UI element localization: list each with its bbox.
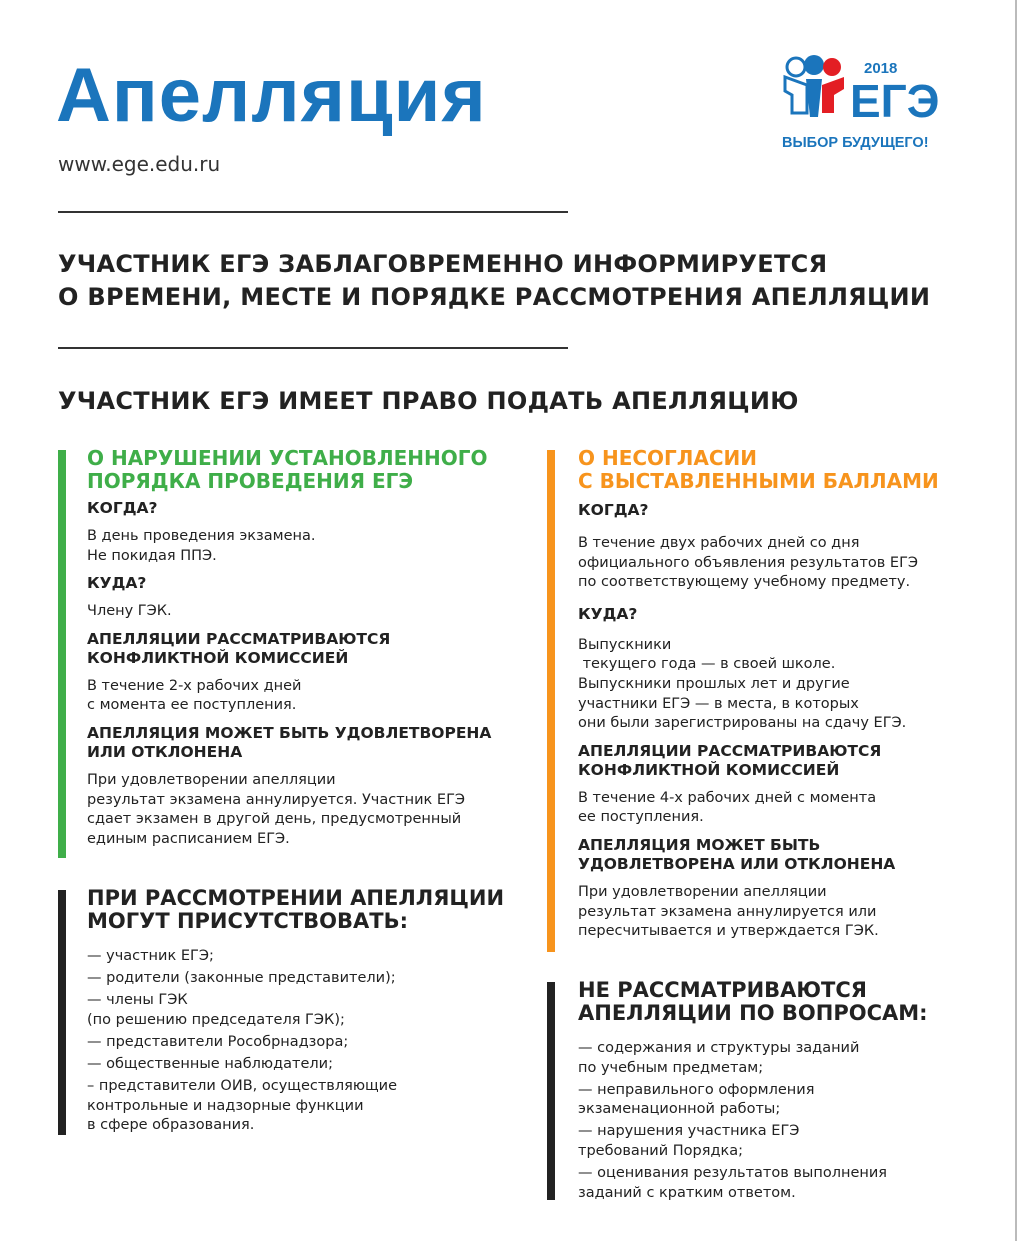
not-reviewed-list [578, 1039, 998, 1203]
logo-mark: ЕГЭ [850, 75, 940, 127]
list-item: — оценивания результатов выполнения заданий с кратким ответом. [578, 1165, 888, 1201]
title-line: С ВЫСТАВЛЕННЫМИ БАЛЛАМИ [578, 469, 939, 493]
list-item: — участник ЕГЭ; [87, 948, 214, 964]
review-text: В течение 2-х рабочих дней с момента ее поступления. [87, 677, 302, 714]
headline-line: О ВРЕМЕНИ, МЕСТЕ И ПОРЯДКЕ РАССМОТРЕНИЯ АПЕЛЛЯЦИИ [58, 283, 931, 311]
list-item: — нарушения участника ЕГЭ требований Порядка; [578, 1123, 800, 1159]
green-accent-bar [58, 450, 66, 858]
attendees-list [87, 947, 527, 1136]
page-title: Апелляция [56, 53, 487, 138]
where-text: Члену ГЭК. [87, 603, 172, 620]
list-item: — члены ГЭК (по решению председателя ГЭК); [87, 992, 345, 1028]
where-text: Выпускники текущего года — в своей школе. Выпускники прошлых лет и другие участники ЕГЭ — в места, в которых они были зарегистрированы на сдачу ЕГЭ. [578, 636, 907, 732]
not-reviewed-section [578, 979, 998, 1206]
section-title [578, 447, 998, 493]
list-item: — представители Рособрнадзора; [87, 1033, 349, 1050]
divider [58, 347, 568, 349]
where-heading: КУДА? [578, 604, 638, 623]
violation-appeal-section [87, 447, 527, 856]
section-heading: УЧАСТНИК ЕГЭ ИМЕЕТ ПРАВО ПОДАТЬ АПЕЛЛЯЦИЮ [58, 387, 799, 415]
website-link[interactable]: www.ege.edu.ru [58, 152, 221, 176]
result-text: При удовлетворении апелляции результат экзамена аннулируется или пересчитывается и утверждается ГЭК. [578, 883, 879, 940]
result-text: При удовлетворении апелляции результат экзамена аннулируется. Участник ЕГЭ сдает экзамен в другой день, предусмотренный единым расписанием ЕГЭ. [87, 771, 466, 847]
when-heading: КОГДА? [578, 501, 649, 519]
review-text: В течение 4-х рабочих дней с момента ее поступления. [578, 789, 877, 826]
review-heading: АПЕЛЛЯЦИИ РАССМАТРИВАЮТСЯ КОНФЛИКТНОЙ КОМИССИЕЙ [87, 629, 391, 667]
when-text: В течение двух рабочих дней со дня официального объявления результатов ЕГЭ по соответствующему учебному предмету. [578, 535, 919, 591]
ege-logo-icon [782, 55, 962, 155]
ege-logo [782, 55, 962, 155]
review-heading: АПЕЛЛЯЦИИ РАССМАТРИВАЮТСЯ КОНФЛИКТНОЙ КОМИССИЕЙ [578, 741, 882, 779]
headline-line: УЧАСТНИК ЕГЭ ЗАБЛАГОВРЕМЕННО ИНФОРМИРУЕТСЯ [58, 250, 828, 278]
list-item: – представители ОИВ, осуществляющие контрольные и надзорные функции в сфере образования. [87, 1078, 398, 1134]
when-text: В день проведения экзамена. Не покидая ППЭ. [87, 528, 316, 564]
title-line: О НАРУШЕНИИ УСТАНОВЛЕННОГО [87, 446, 488, 470]
title-line: ПОРЯДКА ПРОВЕДЕНИЯ ЕГЭ [87, 469, 414, 493]
list-item: — общественные наблюдатели; [87, 1055, 333, 1072]
section-title: ПРИ РАССМОТРЕНИИ АПЕЛЛЯЦИИ МОГУТ ПРИСУТСТВОВАТЬ: [87, 886, 505, 933]
attendees-section [87, 887, 527, 1138]
list-item: — содержания и структуры заданий по учебным предметам; [578, 1040, 860, 1076]
result-heading: АПЕЛЛЯЦИЯ МОЖЕТ БЫТЬ УДОВЛЕТВОРЕНА ИЛИ ОТКЛОНЕНА [578, 835, 896, 873]
where-heading: КУДА? [87, 574, 147, 593]
divider [58, 211, 568, 213]
black-accent-bar [547, 982, 555, 1200]
list-item: — неправильного оформления экзаменационной работы; [578, 1081, 815, 1118]
list-item: — родители (законные представители); [87, 970, 396, 987]
logo-slogan: ВЫБОР БУДУЩЕГО! [782, 135, 929, 151]
result-heading: АПЕЛЛЯЦИЯ МОЖЕТ БЫТЬ УДОВЛЕТВОРЕНА ИЛИ ОТКЛОНЕНА [87, 723, 492, 761]
window-edge [1015, 0, 1017, 1241]
orange-accent-bar [547, 450, 555, 952]
when-heading: КОГДА? [87, 499, 158, 517]
title-line: О НЕСОГЛАСИИ [578, 446, 758, 470]
section-title [87, 447, 527, 493]
section-title: НЕ РАССМАТРИВАЮТСЯ АПЕЛЛЯЦИИ ПО ВОПРОСАМ: [578, 978, 928, 1025]
logo-year: 2018 [864, 60, 898, 77]
score-appeal-section [578, 447, 998, 949]
headline [58, 248, 930, 314]
black-accent-bar [58, 890, 66, 1135]
